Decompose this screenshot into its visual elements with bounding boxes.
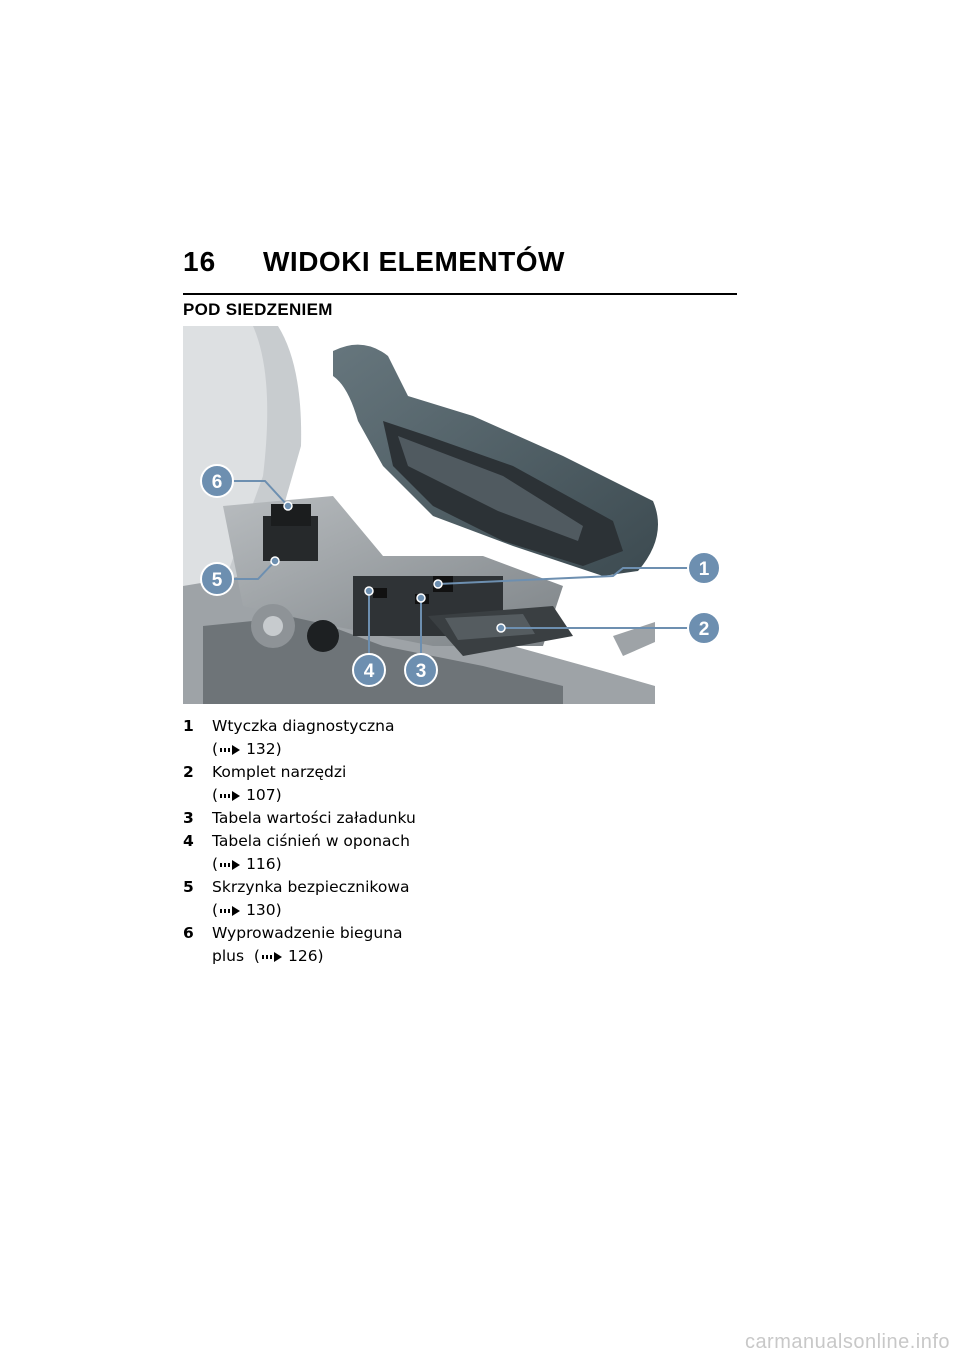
page-ref-number: 107): [246, 786, 282, 804]
legend-number: 2: [183, 763, 194, 781]
page-ref-arrow-icon: [261, 951, 283, 963]
page-reference[interactable]: ( 126): [249, 945, 324, 968]
page-ref-number: 132): [246, 740, 282, 758]
watermark: carmanualsonline.info: [744, 1331, 950, 1353]
legend-item: [183, 807, 483, 830]
legend-number: 1: [183, 717, 194, 735]
legend-item: [183, 761, 483, 807]
legend-number: 4: [183, 832, 194, 850]
legend-label: Wtyczka diagnostyczna: [212, 717, 395, 735]
callout-6: [201, 465, 233, 497]
component-illustration: [183, 326, 710, 704]
legend-list: [183, 715, 483, 968]
callout-3: [405, 654, 437, 686]
callout-label: 4: [363, 661, 375, 682]
page-ref-arrow-icon: [219, 905, 241, 917]
page-reference[interactable]: ( 130): [212, 899, 282, 922]
legend-item: [183, 830, 483, 876]
page-reference[interactable]: ( 132): [212, 738, 282, 761]
page-reference[interactable]: ( 116): [212, 853, 282, 876]
callout-5: [201, 563, 233, 595]
legend-number: 5: [183, 878, 194, 896]
callout-label: 1: [698, 559, 710, 580]
chapter-title: WIDOKI ELEMENTÓW: [263, 246, 565, 277]
page-ref-arrow-icon: [219, 859, 241, 871]
section-title: POD SIEDZENIEM: [183, 300, 333, 319]
callout-4: [353, 654, 385, 686]
page-ref-arrow-icon: [219, 790, 241, 802]
legend-item: [183, 922, 483, 968]
page-ref-number: 130): [246, 901, 282, 919]
legend-label: Tabela ciśnień w oponach: [212, 832, 410, 850]
callout-label: 6: [211, 472, 223, 493]
page-header: [183, 246, 565, 280]
callout-label: 5: [211, 570, 223, 591]
page-ref-number: 126): [287, 947, 324, 965]
page-number: 16: [183, 246, 217, 277]
legend-label: Skrzynka bezpiecznikowa: [212, 878, 410, 896]
callout-1: [688, 552, 720, 584]
legend-item: [183, 715, 483, 761]
legend-number: 6: [183, 924, 194, 942]
legend-label: Komplet narzędzi: [212, 763, 347, 781]
legend-label-continued: plus: [212, 947, 245, 965]
page-ref-arrow-icon: [219, 744, 241, 756]
legend-number: 3: [183, 809, 194, 827]
page-reference[interactable]: ( 107): [212, 784, 282, 807]
callout-label: 3: [415, 661, 427, 682]
legend-label: Wyprowadzenie bieguna: [212, 924, 403, 942]
page-ref-number: 116): [246, 855, 282, 873]
header-rule: [183, 293, 737, 295]
legend-item: [183, 876, 483, 922]
legend-label: Tabela wartości załadunku: [212, 809, 416, 827]
callout-label: 2: [698, 619, 710, 640]
callout-2: [688, 612, 720, 644]
